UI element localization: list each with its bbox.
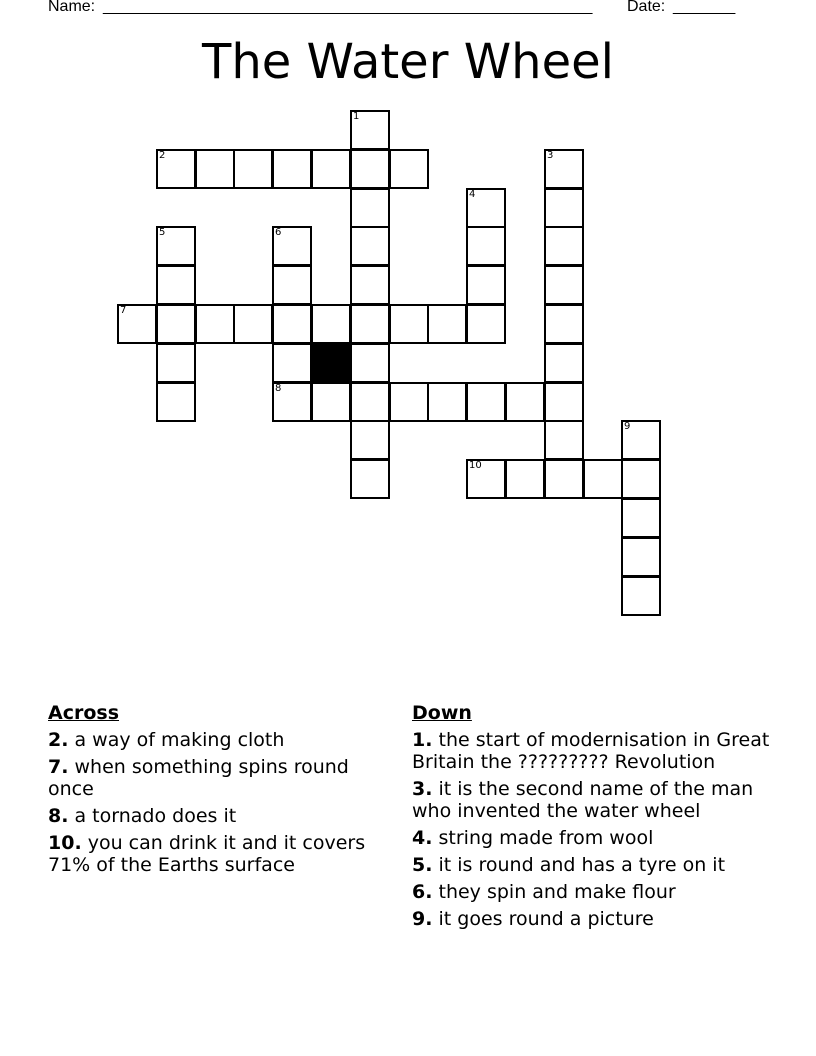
cell-number: 2 (159, 150, 166, 161)
grid-cell[interactable] (505, 459, 545, 499)
across-clues (48, 702, 388, 881)
grid-cell[interactable] (621, 537, 661, 577)
date-label: Date: (627, 0, 666, 15)
grid-cell[interactable] (272, 226, 312, 266)
header (0, 0, 816, 20)
grid-cell[interactable] (350, 343, 390, 383)
grid-cell[interactable] (544, 149, 584, 189)
clue-across-10 (48, 832, 388, 876)
grid-cell[interactable] (544, 226, 584, 266)
grid-cell[interactable] (389, 382, 429, 422)
grid-cell[interactable] (544, 382, 584, 422)
grid-cell[interactable] (350, 265, 390, 305)
grid-cell[interactable] (505, 382, 545, 422)
cell-number: 9 (624, 421, 631, 432)
clue-number: 6. (412, 881, 433, 903)
cell-number: 6 (275, 227, 282, 238)
clue-text: you can drink it and it covers 71% of the Earths surface (48, 832, 366, 876)
down-heading: Down (412, 702, 472, 724)
down-clues (412, 702, 782, 935)
cell-number: 1 (353, 111, 360, 122)
clue-across-7 (48, 756, 388, 800)
clue-number: 3. (412, 778, 433, 800)
name-line[interactable]: _______________________________________________________ (103, 0, 593, 15)
clue-down-1 (412, 729, 782, 773)
grid-cell[interactable] (544, 343, 584, 383)
clue-across-8 (48, 805, 388, 827)
grid-cell[interactable] (389, 304, 429, 344)
clue-text: string made from wool (438, 827, 654, 849)
grid-cell[interactable] (621, 498, 661, 538)
clue-down-6 (412, 881, 782, 903)
clue-number: 2. (48, 729, 69, 751)
grid-cell[interactable] (544, 188, 584, 228)
grid-cell[interactable] (156, 382, 196, 422)
grid-cell[interactable] (156, 343, 196, 383)
grid-cell[interactable] (466, 188, 506, 228)
grid-cell[interactable] (621, 576, 661, 616)
grid-cell[interactable] (311, 149, 351, 189)
grid-cell[interactable] (195, 304, 235, 344)
grid-cell[interactable] (233, 149, 273, 189)
grid-cell[interactable] (117, 304, 157, 344)
grid-cell[interactable] (156, 226, 196, 266)
clue-number: 8. (48, 805, 69, 827)
clue-text: they spin and make flour (438, 881, 676, 903)
clue-text: the start of modernisation in Great Britain the ????????? Revolution (412, 729, 770, 773)
grid-cell[interactable] (427, 382, 467, 422)
grid-cell[interactable] (272, 265, 312, 305)
grid-cell[interactable] (272, 382, 312, 422)
cell-number: 4 (469, 189, 476, 200)
clue-text: it is round and has a tyre on it (438, 854, 726, 876)
grid-cell[interactable] (544, 420, 584, 460)
cell-number: 5 (159, 227, 166, 238)
clue-number: 1. (412, 729, 433, 751)
clue-down-4 (412, 827, 782, 849)
clue-across-2 (48, 729, 388, 751)
clue-text: when something spins round once (48, 756, 349, 800)
grid-cell[interactable] (621, 459, 661, 499)
grid-cell[interactable] (544, 265, 584, 305)
clue-down-9 (412, 908, 782, 930)
black-cell (311, 343, 351, 383)
grid-cell[interactable] (466, 226, 506, 266)
grid-cell[interactable] (350, 420, 390, 460)
across-heading: Across (48, 702, 120, 724)
grid-cell[interactable] (195, 149, 235, 189)
clue-text: a tornado does it (74, 805, 237, 827)
grid-cell[interactable] (466, 459, 506, 499)
grid-cell[interactable] (621, 420, 661, 460)
grid-cell[interactable] (272, 149, 312, 189)
grid-cell[interactable] (350, 188, 390, 228)
grid-cell[interactable] (156, 149, 196, 189)
grid-cell[interactable] (311, 304, 351, 344)
grid-cell[interactable] (350, 226, 390, 266)
grid-cell[interactable] (272, 304, 312, 344)
cell-number: 3 (547, 150, 554, 161)
clue-number: 9. (412, 908, 433, 930)
cell-number: 10 (469, 460, 482, 471)
grid-cell[interactable] (311, 382, 351, 422)
grid-cell[interactable] (389, 149, 429, 189)
page-title: The Water Wheel (202, 34, 614, 90)
grid-cell[interactable] (427, 304, 467, 344)
grid-cell[interactable] (350, 382, 390, 422)
name-label: Name: (48, 0, 96, 15)
grid-cell[interactable] (272, 343, 312, 383)
grid-cell[interactable] (466, 382, 506, 422)
grid-cell[interactable] (156, 304, 196, 344)
clue-number: 10. (48, 832, 82, 854)
grid-cell[interactable] (350, 110, 390, 150)
clue-text: it goes round a picture (438, 908, 654, 930)
clue-text: it is the second name of the man who invented the water wheel (412, 778, 754, 822)
clue-number: 7. (48, 756, 69, 778)
grid-cell[interactable] (233, 304, 273, 344)
clue-down-5 (412, 854, 782, 876)
grid-cell[interactable] (544, 304, 584, 344)
grid-cell[interactable] (583, 459, 623, 499)
clue-down-3 (412, 778, 782, 822)
clue-number: 5. (412, 854, 433, 876)
grid-cell[interactable] (350, 304, 390, 344)
cell-number: 8 (275, 383, 282, 394)
grid-cell[interactable] (466, 265, 506, 305)
grid-cell[interactable] (544, 459, 584, 499)
grid-cell[interactable] (466, 304, 506, 344)
cell-number: 7 (120, 305, 127, 316)
clue-text: a way of making cloth (74, 729, 285, 751)
date-line[interactable]: _______ (673, 0, 736, 15)
grid-cell[interactable] (156, 265, 196, 305)
grid-cell[interactable] (350, 149, 390, 189)
clue-number: 4. (412, 827, 433, 849)
grid-cell[interactable] (350, 459, 390, 499)
